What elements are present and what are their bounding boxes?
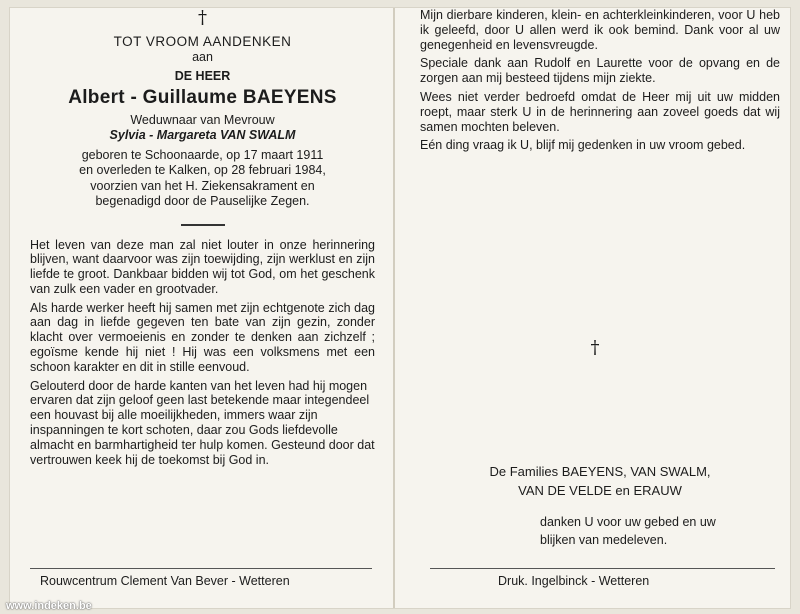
memorial-title: TOT VROOM AANDENKEN xyxy=(113,34,292,49)
footer-rule-left xyxy=(30,568,372,569)
printer: Druk. Ingelbinck - Wetteren xyxy=(498,574,650,588)
aan-text: aan xyxy=(192,49,213,64)
left-panel xyxy=(30,8,375,471)
honorific: DE HEER xyxy=(174,69,231,83)
farewell-paragraph: Speciale dank aan Rudolf en Laurette voor de opvang en de zorgen aan mij besteed tijdens mijn ziekte. xyxy=(420,56,780,86)
right-panel xyxy=(420,8,780,157)
widower-text: Weduwnaar van Mevrouw xyxy=(130,112,275,127)
cross-icon: † xyxy=(198,7,207,28)
cross-icon: † xyxy=(590,337,600,358)
card-fold xyxy=(393,8,395,608)
farewell-paragraph: Mijn dierbare kinderen, klein- en achterkleinkinderen, voor U heb ik geleefd, door U allen werd ik ook bemind. Dank voor al uw genegenheid en levensvreugde. xyxy=(420,8,780,52)
birth-text: geboren te Schoonaarde, op 17 maart 1911 xyxy=(81,147,324,162)
families-line: De Families BAEYENS, VAN SWALM, xyxy=(489,464,711,479)
sacrament-text: voorzien van het H. Ziekensakrament en xyxy=(90,178,315,193)
families-line: VAN DE VELDE en ERAUW xyxy=(518,483,682,498)
watermark: www.indeken.be xyxy=(6,600,92,612)
divider xyxy=(181,224,225,226)
families-block xyxy=(430,462,770,500)
thanks-line: blijken van medeleven. xyxy=(540,533,668,547)
death-text: en overleden te Kalken, op 28 februari 1984, xyxy=(79,163,326,177)
tribute-paragraph: Gelouterd door de harde kanten van het leven had hij mogen ervaren dat zijn geloof geen last betekende maar integendeel een houvast bij alle moeilijkheden, immers waar zijn inspanningen te kort schoten, daar zou Gods liefdevolle almacht en barmhartigheid ter hulp komen. Gesteund door dat vertrouwen keek hij de toekomst bij God in. xyxy=(30,378,375,467)
thanks-line: danken U voor uw gebed en uw xyxy=(540,515,716,529)
deceased-name: Albert - Guillaume BAEYENS xyxy=(68,86,337,108)
funeral-home: Rouwcentrum Clement Van Bever - Wetteren xyxy=(40,574,290,588)
farewell-paragraph: Eén ding vraag ik U, blijf mij gedenken in uw vroom gebed. xyxy=(420,138,746,153)
tribute-paragraph: Als harde werker heeft hij samen met zijn echtgenote zich dag aan dag in liefde gegeven ten bate van zijn gezin, zonder klacht over vermoeienis en zonder te denken aan zichzelf ; egoïsme kende hij niet ! Hij was een volksmens met een schoon karakter en dit in stille eenvoud. xyxy=(30,300,375,374)
tribute-paragraph: Het leven van deze man zal niet louter in onze herinnering blijven, want daarvoor was zijn toewijding, zijn werklust en zijn liefde te groot. Dankbaar bidden wij tot God, om het geschenk van zulk een vader en grootvader. xyxy=(30,237,375,296)
blessing-text: begenadigd door de Pauselijke Zegen. xyxy=(95,194,310,208)
spouse-name: Sylvia - Margareta VAN SWALM xyxy=(109,128,296,142)
thanks-block xyxy=(540,513,716,549)
farewell-paragraph: Wees niet verder bedroefd omdat de Heer mij uit uw midden roept, maar sterk U in de herinnering aan zoveel goeds dat wij samen mochten beleven. xyxy=(420,89,780,134)
footer-rule-right xyxy=(430,568,775,569)
